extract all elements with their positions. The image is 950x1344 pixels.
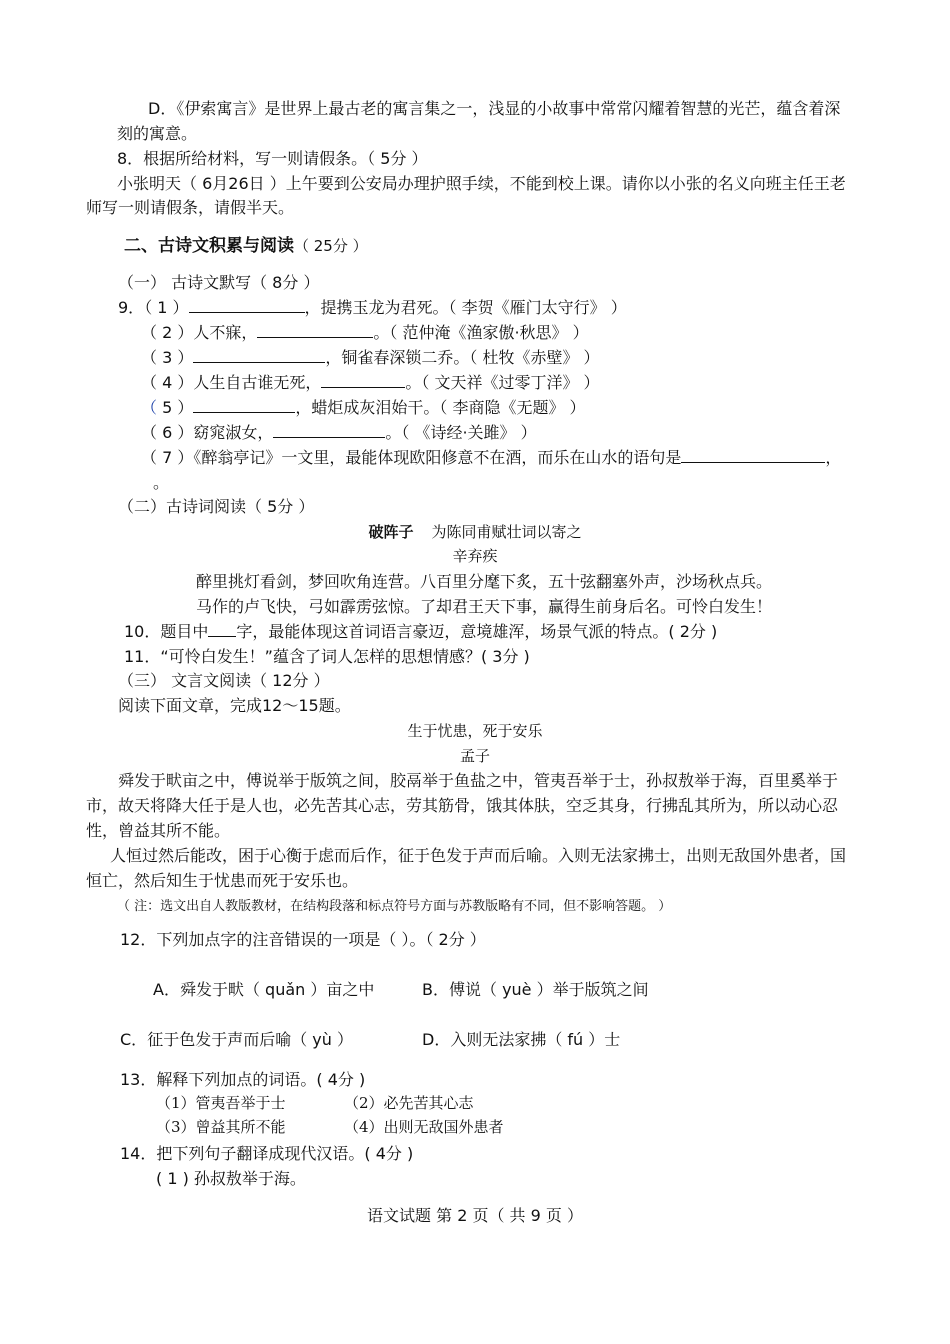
q10: [124, 621, 717, 643]
option-c-text: 征于色发于声而后喻: [147, 1030, 292, 1049]
item-prefix: （ 7 ）《醉翁亭记》一文里，最能体现欧阳修意不在酒，而乐在山水的语句是: [141, 448, 682, 467]
poem-title-line: [0, 521, 950, 543]
section2-score: （ 25分 ）: [294, 237, 368, 255]
poem-line-2: 马作的卢飞快，弓如霹雳弦惊。了却君王天下事，赢得生前身后名。可怜白发生！: [196, 597, 773, 616]
answer-blank[interactable]: [681, 448, 825, 463]
q8-material-line2: 师写一则请假条，请假半天。: [86, 198, 295, 217]
q14-item-1: [156, 1168, 306, 1190]
poem-author: 辛弃疾: [452, 547, 498, 565]
q10-suffix: 字，最能体现这首词语言豪迈，意境雄浑，场景气派的特点。( 2分 ): [236, 622, 718, 641]
q12: 12．下列加点字的注音错误的一项是（ ）。（ 2分 ）: [120, 930, 486, 949]
part3-heading: （三） 文言文阅读（ 12分 ）: [118, 671, 330, 690]
q12-option-a: A．舜发于畎（ quǎn ）亩之中: [153, 980, 375, 999]
item-prefix: （ 6 ）窈窕淑女，: [141, 423, 274, 442]
q11: 11．“可怜白发生！”蕴含了词人怎样的思想情感？( 3分 ): [124, 647, 530, 666]
essay-author: 孟子: [459, 747, 490, 765]
essay-para2-line2: 恒亡，然后知生于忧患而死于安乐也。: [86, 871, 359, 890]
item-prefix: （ 2 ）人不寐，: [141, 323, 258, 342]
poem-title: 破阵子: [368, 523, 414, 541]
page-footer: 语文试题 第 2 页（ 共 9 页 ）: [367, 1206, 583, 1225]
part2-heading: （二）古诗词阅读（ 5分 ）: [118, 497, 315, 516]
section2-title: 二、古诗文积累与阅读: [124, 236, 294, 256]
q13-item-2: （2）必先苦其心志: [344, 1094, 474, 1112]
q12-option-c: [120, 1029, 353, 1051]
q12-option-b: B．傅说（ yuè ）举于版筑之间: [422, 980, 649, 999]
q8-question: 8．根据所给材料，写一则请假条。（ 5分 ）: [117, 149, 428, 168]
option-c-pinyin: （ yù ）: [291, 1030, 353, 1049]
part3-intro: 阅读下面文章，完成12～15题。: [118, 696, 351, 715]
section2-heading: [124, 235, 368, 257]
item-suffix: ，铜雀春深锁二乔。（ 杜牧《赤壁》 ）: [325, 348, 600, 367]
essay-para1-line1: 舜发于畎亩之中，傅说举于版筑之间，胶鬲举于鱼盐之中，管夷吾举于士，孙叔敖举于海，百里奚举于: [118, 771, 839, 790]
q9-item-4: [141, 372, 600, 394]
poem-line-1: 醉里挑灯看剑，梦回吹角连营。八百里分麾下炙，五十弦翻塞外声，沙场秋点兵。: [196, 572, 773, 591]
item-suffix: 。（ 《诗经·关雎》 ）: [385, 423, 537, 442]
item-suffix: ，提携玉龙为君死。（ 李贺《雁门太守行》 ）: [304, 298, 627, 317]
answer-blank[interactable]: [189, 298, 305, 313]
answer-blank[interactable]: [193, 398, 295, 413]
item-prefix: （ 1 ）: [144, 298, 189, 317]
answer-blank[interactable]: [273, 423, 385, 438]
item-suffix: ，蜡炬成灰泪始干。（ 李商隐《无题》 ）: [295, 398, 586, 417]
answer-blank[interactable]: [208, 622, 236, 637]
q12-option-d: D．入则无法家拂（ fú ）士: [422, 1030, 621, 1049]
essay-para1-line2: 市，故天将降大任于是人也，必先苦其心志，劳其筋骨，饿其体肤，空乏其身，行拂乱其所为，所以动心忍: [86, 796, 839, 815]
item-prefix: （ 4 ）人生自古谁无死，: [141, 373, 322, 392]
q9-item-3: [141, 347, 600, 369]
q14-item-label: ( 1 ): [156, 1169, 189, 1188]
q9-item-2: [141, 322, 589, 344]
q14: 14．把下列句子翻译成现代汉语。( 4分 ): [120, 1144, 414, 1163]
part1-heading: （一） 古诗文默写（ 8分 ）: [118, 273, 320, 292]
option-c-label: C．: [120, 1030, 148, 1049]
poem-subtitle: 为陈同甫赋壮词以寄之: [431, 523, 582, 541]
item-suffix: ，: [825, 448, 842, 467]
q9-item-7: [141, 447, 841, 469]
item-suffix: 。（ 文天祥《过零丁洋》 ）: [405, 373, 600, 392]
q13-item-1: （1）管夷吾举于士: [156, 1094, 286, 1112]
q13-item-4: （4）出则无敌国外患者: [344, 1118, 504, 1136]
item-prefix: （ 3 ）: [141, 348, 194, 367]
answer-blank[interactable]: [257, 323, 373, 338]
q9-item-6: [141, 422, 537, 444]
source-note: （ 注：选文出自人教版教材，在结构段落和标点符号方面与苏教版略有不同，但不影响答题。 ）: [117, 899, 672, 914]
answer-blank[interactable]: [193, 348, 325, 363]
essay-title: 生于忧患，死于安乐: [407, 722, 543, 740]
q13-item-3: （3）曾益其所不能: [156, 1118, 286, 1136]
essay-para1-line3: 性，曾益其所不能。: [86, 821, 231, 840]
q13: 13．解释下列加点的词语。( 4分 ): [120, 1070, 366, 1089]
q10-prefix: 10．题目中: [124, 622, 209, 641]
option-d-line2: 刻的寓意。: [117, 124, 198, 143]
answer-blank[interactable]: [321, 373, 405, 388]
q14-item-text: 孙叔敖举于海。: [188, 1169, 306, 1188]
essay-para2-line1: 人恒过然后能改，困于心衡于虑而后作，征于色发于声而后喻。入则无法家拂士，出则无敌国外患者，国: [110, 846, 847, 865]
item-prefix-paren: （: [141, 398, 158, 417]
q9-item-7-cont: 。: [153, 473, 170, 492]
q9-item-1: [118, 297, 627, 319]
q8-material-line1: 小张明天（ 6月26日 ）上午要到公安局办理护照手续，不能到校上课。请你以小张的名义向班主任王老: [117, 174, 846, 193]
item-suffix: 。（ 范仲淹《渔家傲·秋思》 ）: [373, 323, 589, 342]
q9-number: 9．: [118, 298, 145, 317]
item-prefix: 5 ）: [157, 398, 194, 417]
q9-item-5: [141, 397, 586, 419]
option-d-line1: D．《伊索寓言》是世界上最古老的寓言集之一，浅显的小故事中常常闪耀着智慧的光芒，蕴含着深: [148, 99, 841, 118]
